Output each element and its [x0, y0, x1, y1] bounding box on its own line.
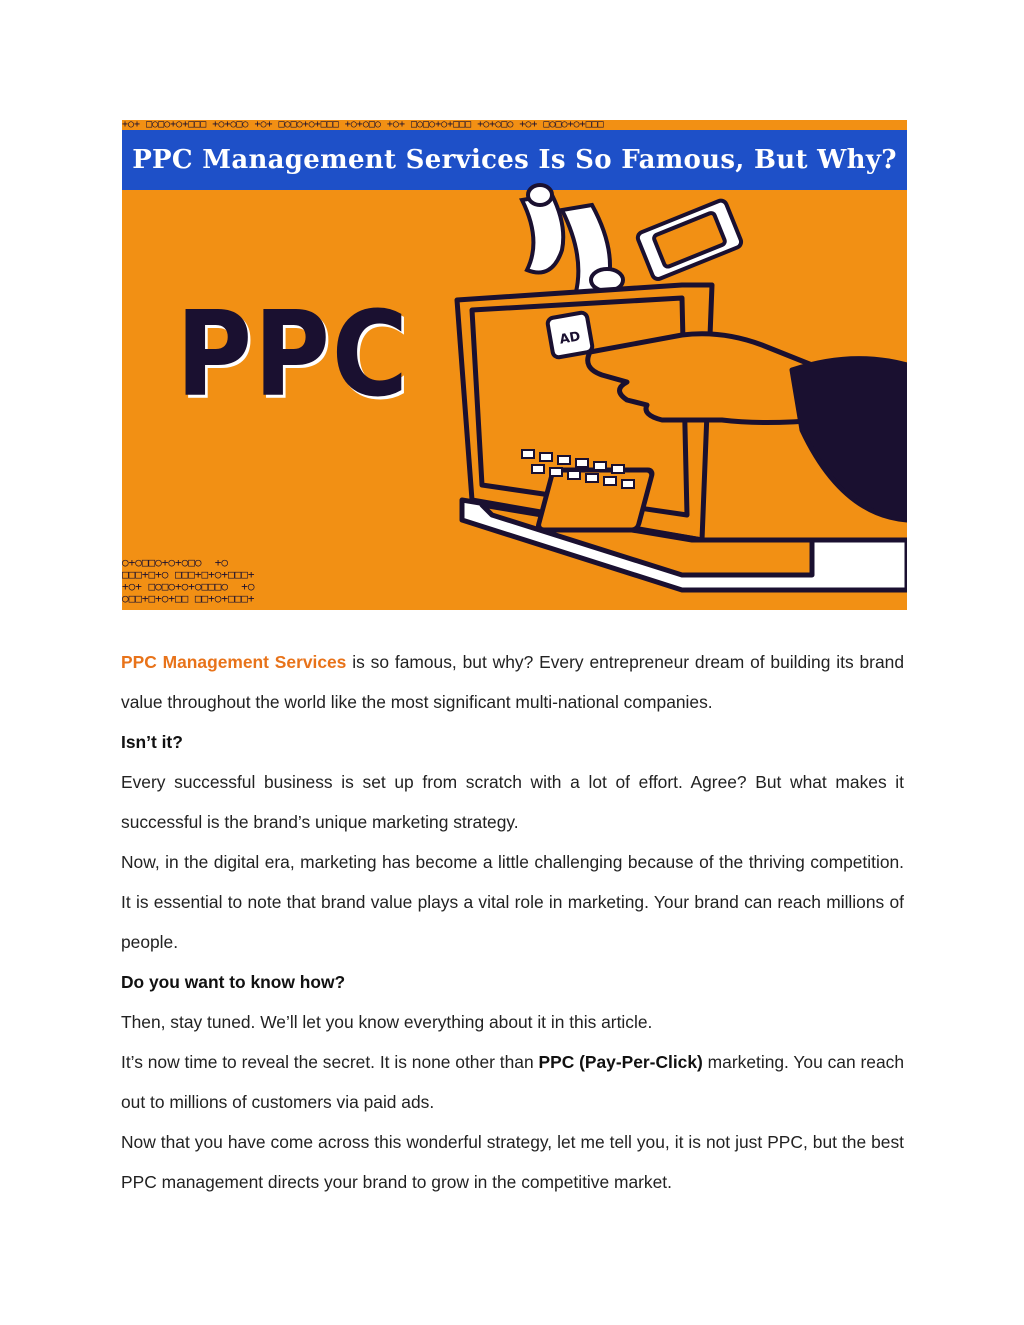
question-isnt-it: Isn’t it?: [121, 732, 183, 752]
banner-big-text: PPC: [176, 285, 410, 423]
decorative-dots-top: +○+ □○□○+○+□□□ +○+○□○ +○+ □○□○+○+□□□ +○+○□○ +○+ □○□○+○+□□□ +○+○□○ +○+ □○□○+○+□□□: [122, 120, 604, 130]
article-body: [121, 642, 904, 1202]
question-know-how: Do you want to know how?: [121, 972, 346, 992]
paragraph-strategy: Now that you have come across this wonderful strategy, let me tell you, it is not just PPC, but the best PPC management directs your brand to grow in the competitive market.: [121, 1132, 904, 1192]
svg-text:AD: AD: [558, 329, 582, 348]
paragraph-stay-tuned: Then, stay tuned. We’ll let you know everything about it in this article.: [121, 1012, 653, 1032]
banner-title: PPC Management Services Is So Famous, But Why?: [132, 145, 897, 175]
ad-button-icon: [547, 312, 593, 358]
paragraph-success: Every successful business is set up from scratch with a lot of effort. Agree? But what makes it successful is the brand’s unique marketing strategy.: [121, 772, 904, 832]
decorative-dots-bottom: ○+○□□○+○+○□○ +○ □□□+□+○ □□□+□+○+□□□+ +○+ □○□○+○+○□□□○ +○ ○□□+□+○+□□ □□+○+□□□+: [122, 556, 255, 605]
paragraph-digital-era: Now, in the digital era, marketing has become a little challenging because of the thriving competition. It is essential to note that brand value plays a vital role in marketing. Your brand can reach millions of people.: [121, 852, 904, 952]
paragraph-secret: It’s now time to reveal the secret. It is none other than PPC (Pay-Per-Click) marketing. You can reach out to millions of customers via paid ads.: [121, 1052, 904, 1112]
hero-banner: [122, 120, 907, 610]
ppc-bold-term: PPC (Pay-Per-Click): [538, 1052, 703, 1072]
ppc-services-link[interactable]: PPC Management Services: [121, 652, 347, 672]
intro-paragraph: PPC Management Services is so famous, but why? Every entrepreneur dream of building its brand value throughout the world like the most significant multi-national companies.: [121, 652, 904, 712]
